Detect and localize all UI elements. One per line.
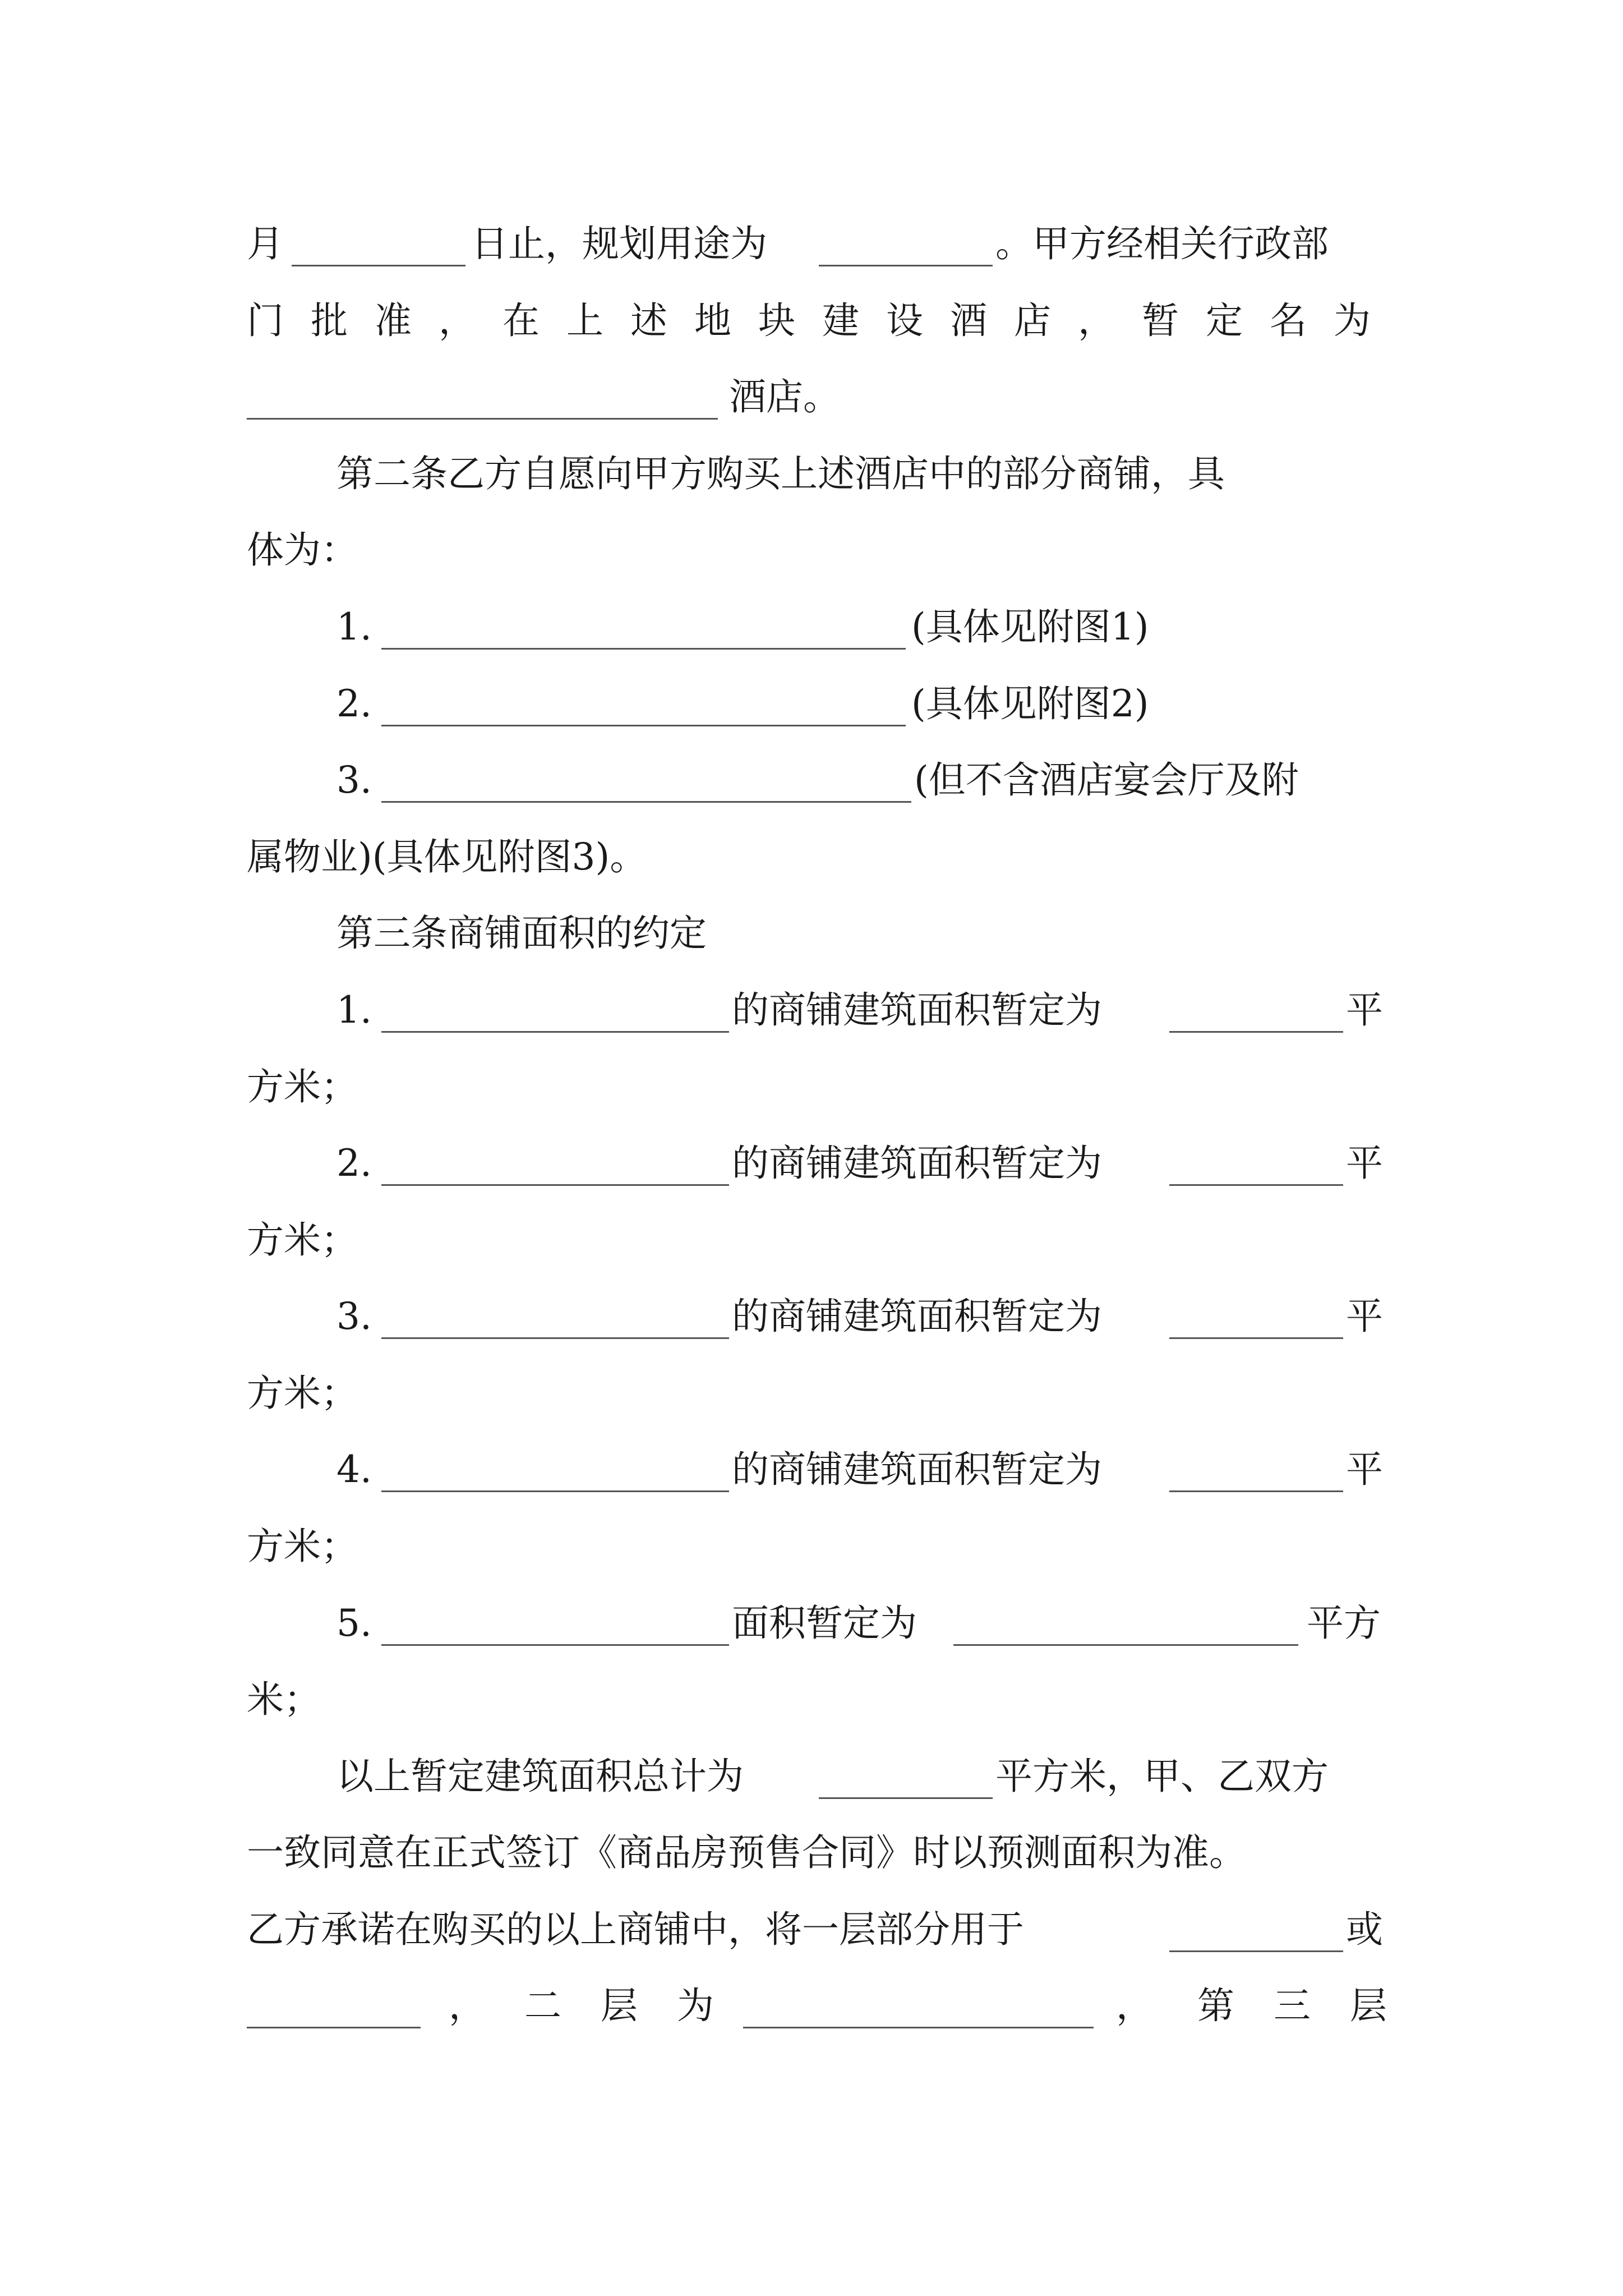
fill-blank[interactable]: [1169, 1950, 1343, 1952]
text-segment: 的商铺建筑面积暂定为: [732, 988, 1102, 1032]
text-segment: 平: [1346, 1448, 1383, 1491]
fill-blank[interactable]: [1169, 1184, 1343, 1186]
fill-blank[interactable]: [1169, 1337, 1343, 1339]
fill-blank[interactable]: [1169, 1031, 1343, 1033]
list-number: 2.: [336, 682, 372, 725]
fill-blank[interactable]: [381, 1337, 729, 1339]
fill-blank[interactable]: [819, 265, 993, 266]
fill-blank[interactable]: [381, 648, 906, 650]
text-segment: 方米；: [247, 1525, 358, 1568]
text-segment: ，: [449, 1984, 486, 2027]
fill-blank[interactable]: [247, 2027, 421, 2028]
text-segment: 平: [1346, 1142, 1383, 1185]
fill-blank[interactable]: [381, 1644, 729, 1646]
text-segment: 日止，规划用途为: [471, 222, 767, 265]
text-segment: (但不含酒店宴会厅及附: [914, 758, 1299, 802]
text-segment: (具体见附图2): [911, 682, 1149, 725]
fill-blank[interactable]: [743, 2027, 1094, 2028]
text-line: [0, 210, 1623, 278]
text-line: [0, 1053, 1623, 1121]
text-segment: 平方: [1307, 1602, 1381, 1645]
text-segment: 属物业)(具体见附图3)。: [247, 835, 647, 878]
text-segment: 以上暂定建筑面积总计为: [336, 1755, 744, 1798]
text-segment: 方米；: [247, 1218, 358, 1262]
list-number: 1.: [336, 988, 372, 1032]
text-segment: 或: [1346, 1908, 1383, 1951]
text-line: [0, 1590, 1623, 1657]
text-segment: 二层为: [524, 1984, 753, 2027]
text-line: [0, 1972, 1623, 2040]
text-line: [0, 977, 1623, 1044]
text-line: [0, 1666, 1623, 1733]
text-line: [0, 747, 1623, 814]
fill-blank[interactable]: [381, 1184, 729, 1186]
text-line: [0, 593, 1623, 661]
list-number: 3.: [336, 1295, 372, 1338]
text-segment: 的商铺建筑面积暂定为: [732, 1142, 1102, 1185]
fill-blank[interactable]: [819, 1797, 993, 1799]
text-segment: 乙方承诺在购买的以上商铺中，将一层部分用于: [247, 1908, 1024, 1951]
fill-blank[interactable]: [292, 265, 465, 266]
fill-blank[interactable]: [1169, 1490, 1343, 1492]
list-number: 5.: [336, 1602, 372, 1645]
text-line: [0, 1207, 1623, 1274]
list-number: 1.: [336, 605, 372, 648]
text-line: [0, 287, 1623, 355]
fill-blank[interactable]: [381, 1031, 729, 1033]
text-segment: (具体见附图1): [911, 605, 1149, 648]
text-segment: 第三层: [1197, 1984, 1426, 2027]
text-segment: 方米；: [247, 1065, 358, 1108]
text-line: [0, 1436, 1623, 1503]
text-line: [0, 364, 1623, 431]
text-segment: 月: [247, 222, 284, 265]
text-line: [0, 1513, 1623, 1580]
text-segment: 一致同意在正式签订《商品房预售合同》时以预测面积为准。: [247, 1831, 1246, 1874]
text-line: [0, 440, 1623, 508]
text-segment: 。甲方经相关行政部: [995, 222, 1329, 265]
text-segment: 门批准，在上述地块建设酒店，暂定名为: [247, 299, 1398, 342]
text-segment: 平: [1346, 988, 1383, 1032]
fill-blank[interactable]: [247, 418, 718, 420]
text-line: [0, 670, 1623, 738]
text-line: [0, 900, 1623, 967]
text-segment: ，: [1116, 1984, 1153, 2027]
text-segment: 酒店。: [729, 375, 840, 418]
text-segment: 面积暂定为: [732, 1602, 917, 1645]
text-line: [0, 1130, 1623, 1197]
text-segment: 米；: [247, 1678, 321, 1721]
section-heading: 第三条商铺面积的约定: [336, 912, 707, 955]
text-segment: 体为：: [247, 528, 358, 572]
list-number: 4.: [336, 1448, 372, 1491]
text-line: [0, 1360, 1623, 1427]
text-line: [0, 823, 1623, 891]
text-segment: 平: [1346, 1295, 1383, 1338]
text-line: [0, 517, 1623, 584]
fill-blank[interactable]: [381, 801, 911, 803]
fill-blank[interactable]: [381, 725, 906, 726]
fill-blank[interactable]: [381, 1490, 729, 1492]
list-number: 3.: [336, 758, 372, 802]
text-segment: 第二条乙方自愿向甲方购买上述酒店中的部分商铺，具: [336, 452, 1225, 495]
text-line: [0, 1896, 1623, 1963]
text-line: [0, 1283, 1623, 1350]
text-line: [0, 1743, 1623, 1810]
text-segment: 方米；: [247, 1372, 358, 1415]
text-segment: 的商铺建筑面积暂定为: [732, 1448, 1102, 1491]
list-number: 2.: [336, 1142, 372, 1185]
text-segment: 平方米，甲、乙双方: [995, 1755, 1329, 1798]
text-line: [0, 1819, 1623, 1887]
text-segment: 的商铺建筑面积暂定为: [732, 1295, 1102, 1338]
fill-blank[interactable]: [953, 1644, 1298, 1646]
